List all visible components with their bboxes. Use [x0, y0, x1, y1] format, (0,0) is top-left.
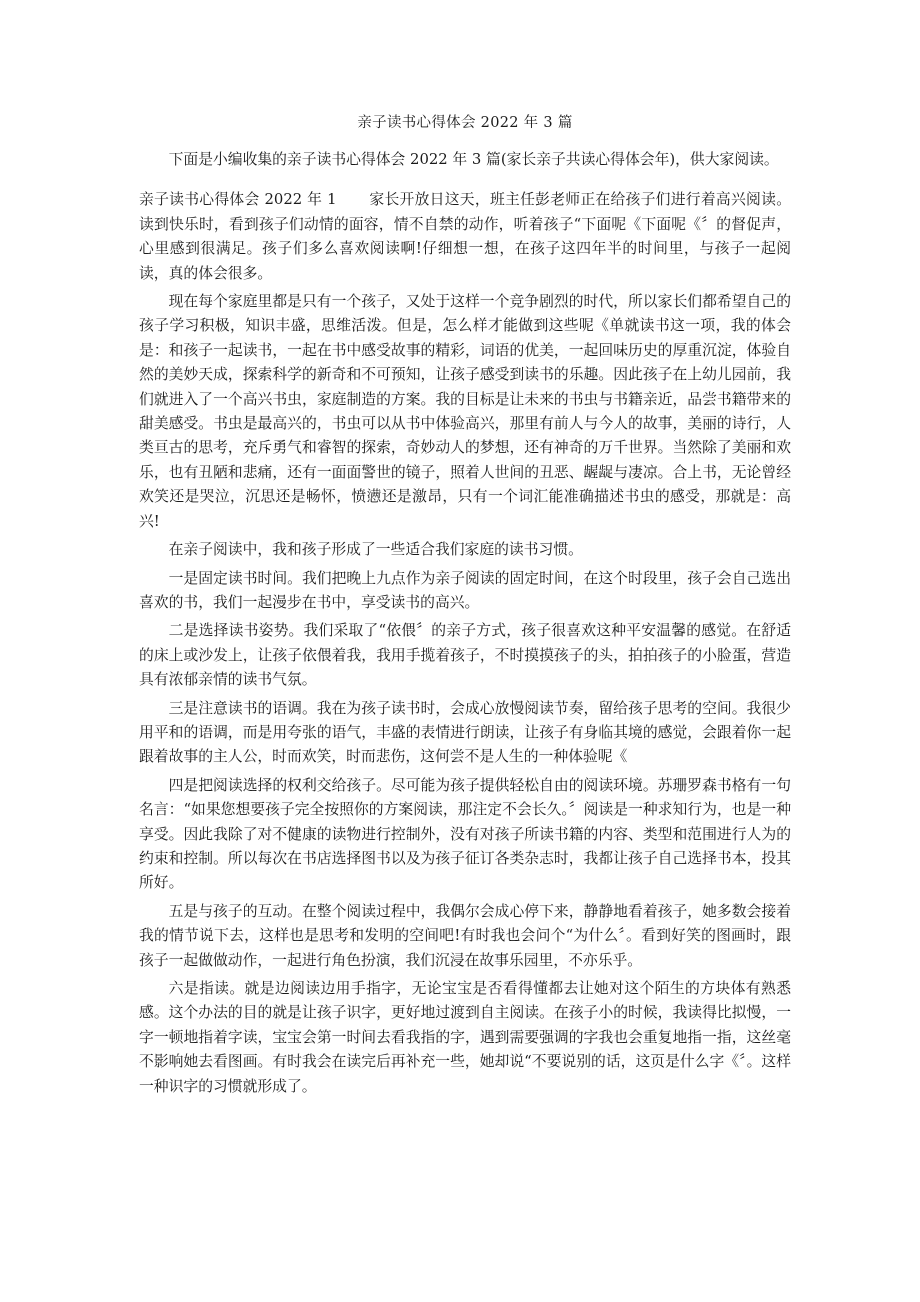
body-paragraph-4: 一是固定读书时间。我们把晚上九点作为亲子阅读的固定时间，在这个时段里，孩子会自己选出喜欢的书，我们一起漫步在书中，享受读书的高兴。: [139, 569, 791, 611]
section-1-paragraph: [139, 188, 791, 286]
body-paragraph-3: 在亲子阅读中，我和孩子形成了一些适合我们家庭的读书习惯。: [168, 541, 583, 559]
document-title: 亲子读书心得体会 2022 年 3 篇: [357, 115, 573, 131]
document-page: [139, 112, 791, 1103]
intro-paragraph: 下面是小编收集的亲子读书心得体会 2022 年 3 篇(家长亲子共读心得体会年)，供大家阅读。: [168, 151, 779, 168]
body-paragraph-6: 三是注意读书的语调。我在为孩子读书时，会成心放慢阅读节奏，留给孩子思考的空间。我很少用平和的语调，而是用夸张的语气，丰盛的表情进行朗读，让孩子有身临其境的感觉，会跟着你一起跟着故事的主人公，时而欢笑，时而悲伤，这何尝不是人生的一种体验呢《: [139, 699, 791, 766]
body-paragraph-2: 现在每个家庭里都是只有一个孩子，又处于这样一个竞争剧烈的时代，所以家长们都希望自己的孩子学习积极，知识丰盛，思维活泼。但是，怎么样才能做到这些呢《单就读书这一项，我的体会是：和孩子一起读书，一起在书中感受故事的精彩，词语的优美，一起回味历史的厚重沉淀，体验自然的美妙天成，探索科学的新奇和不可预知，让孩子感受到读书的乐趣。因此孩子在上幼儿园前，我们就进入了一个高兴书虫，家庭制造的方案。我的目标是让未来的书虫与书籍亲近，品尝书籍带来的甜美感受。书虫是最高兴的，书虫可以从书中体验高兴，那里有前人与今人的故事，美丽的诗行，人类亘古的思考，充斥勇气和睿智的探索，奇妙动人的梦想，还有神奇的万千世界。当然除了美丽和欢乐，也有丑陋和悲痛，还有一面面警世的镜子，照着人世间的丑恶、龌龊与凄凉。合上书，无论曾经欢笑还是哭泣，沉思还是畅怀，愤懑还是激昂，只有一个词汇能准确描述书虫的感受，那就是：高兴!: [139, 293, 791, 530]
body-paragraph-7: 四是把阅读选择的权利交给孩子。尽可能为孩子提供轻松自由的阅读环境。苏珊罗森书格有一句名言：“如果您想要孩子完全按照你的方案阅读，那注定不会长久。〞阅读是一种求知行为，也是一种享受。因此我除了对不健康的读物进行控制外，没有对孩子所读书籍的内容、类型和范围进行人为的约束和控制。所以每次在书店选择图书以及为孩子征订各类杂志时，我都让孩子自己选择书本，投其所好。: [139, 776, 791, 892]
body-paragraph-5: 二是选择读书姿势。我们采取了“依偎〞的亲子方式，孩子很喜欢这种平安温馨的感觉。在舒适的床上或沙发上，让孩子依偎着我，我用手揽着孩子，不时摸摸孩子的头，拍拍孩子的小脸蛋，营造具有浓郁亲情的读书气氛。: [139, 622, 791, 689]
body-paragraph-8: 五是与孩子的互动。在整个阅读过程中，我偶尔会成心停下来，静静地看着孩子，她多数会接着我的情节说下去，这样也是思考和发明的空间吧!有时我也会问个“为什么〞。看到好笑的图画时，跟孩子一起做做动作，一起进行角色扮演，我们沉浸在故事乐园里，不亦乐乎。: [139, 902, 791, 969]
body-paragraph-9: 六是指读。就是边阅读边用手指字，无论宝宝是否看得懂都去让她对这个陌生的方块体有熟悉感。这个办法的目的就是让孩子识字，更好地过渡到自主阅读。在孩子小的时候，我读得比拟慢，一字一顿地指着字读，宝宝会第一时间去看我指的字，遇到需要强调的字我也会重复地指一指，这丝毫不影响她去看图画。有时我会在读完后再补充一些，她却说“不要说别的话，这页是什么字《〞。这样一种识字的习惯就形成了。: [139, 980, 791, 1095]
section-1-heading: 亲子读书心得体会 2022 年 1: [139, 191, 337, 209]
body-paragraph-1: 家长开放日这天，班主任彭老师正在给孩子们进行着高兴阅读。读到快乐时，看到孩子们动情的面容，情不自禁的动作，听着孩子“下面呢《下面呢《〞的督促声，心里感到很满足。孩子们多么喜欢阅读啊!仔细想一想，在孩子这四年半的时间里，与孩子一起阅读，真的体会很多。: [139, 191, 791, 282]
